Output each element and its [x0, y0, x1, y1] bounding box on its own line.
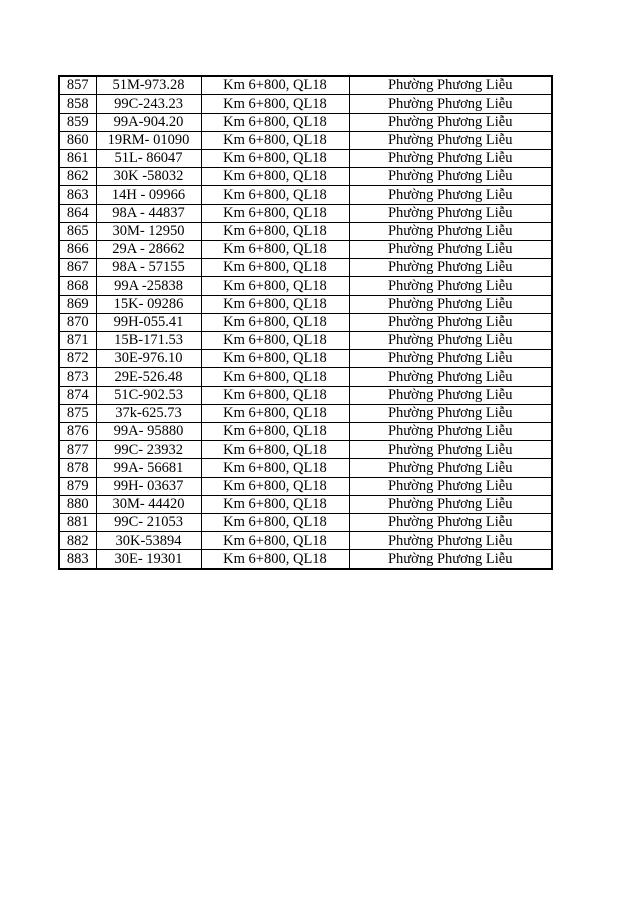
- cell-location: Km 6+800, QL18: [201, 441, 349, 459]
- cell-location: Km 6+800, QL18: [201, 477, 349, 495]
- table-row: [59, 459, 552, 477]
- cell-plate: 99A- 56681: [96, 459, 201, 477]
- table-row: [59, 386, 552, 404]
- cell-no: 864: [59, 204, 96, 222]
- cell-no: 865: [59, 222, 96, 240]
- cell-no: 857: [59, 76, 96, 95]
- cell-location: Km 6+800, QL18: [201, 240, 349, 258]
- cell-ward: Phường Phương Liễu: [349, 313, 552, 331]
- cell-no: 860: [59, 131, 96, 149]
- cell-plate: 98A - 57155: [96, 259, 201, 277]
- table-row: [59, 76, 552, 95]
- cell-plate: 51C-902.53: [96, 386, 201, 404]
- cell-plate: 14H - 09966: [96, 186, 201, 204]
- cell-no: 868: [59, 277, 96, 295]
- table-body: [59, 76, 552, 569]
- vehicle-list-table: [58, 75, 553, 570]
- cell-no: 879: [59, 477, 96, 495]
- cell-no: 859: [59, 113, 96, 131]
- cell-plate: 99C- 23932: [96, 441, 201, 459]
- cell-ward: Phường Phương Liễu: [349, 186, 552, 204]
- cell-location: Km 6+800, QL18: [201, 495, 349, 513]
- cell-location: Km 6+800, QL18: [201, 76, 349, 95]
- cell-no: 882: [59, 532, 96, 550]
- table-row: [59, 240, 552, 258]
- cell-ward: Phường Phương Liễu: [349, 350, 552, 368]
- cell-location: Km 6+800, QL18: [201, 95, 349, 113]
- cell-no: 872: [59, 350, 96, 368]
- cell-plate: 15B-171.53: [96, 331, 201, 349]
- cell-no: 869: [59, 295, 96, 313]
- cell-plate: 51M-973.28: [96, 76, 201, 95]
- table-row: [59, 477, 552, 495]
- cell-location: Km 6+800, QL18: [201, 295, 349, 313]
- cell-plate: 37k-625.73: [96, 404, 201, 422]
- cell-location: Km 6+800, QL18: [201, 277, 349, 295]
- cell-ward: Phường Phương Liễu: [349, 204, 552, 222]
- cell-location: Km 6+800, QL18: [201, 368, 349, 386]
- cell-location: Km 6+800, QL18: [201, 168, 349, 186]
- table-row: [59, 259, 552, 277]
- cell-no: 877: [59, 441, 96, 459]
- cell-no: 871: [59, 331, 96, 349]
- table-row: [59, 550, 552, 569]
- cell-location: Km 6+800, QL18: [201, 149, 349, 167]
- table-row: [59, 368, 552, 386]
- cell-no: 862: [59, 168, 96, 186]
- cell-location: Km 6+800, QL18: [201, 113, 349, 131]
- cell-no: 876: [59, 422, 96, 440]
- cell-plate: 29E-526.48: [96, 368, 201, 386]
- cell-ward: Phường Phương Liễu: [349, 131, 552, 149]
- cell-ward: Phường Phương Liễu: [349, 386, 552, 404]
- cell-no: 873: [59, 368, 96, 386]
- cell-ward: Phường Phương Liễu: [349, 168, 552, 186]
- cell-plate: 29A - 28662: [96, 240, 201, 258]
- cell-no: 874: [59, 386, 96, 404]
- cell-location: Km 6+800, QL18: [201, 186, 349, 204]
- table-row: [59, 495, 552, 513]
- cell-ward: Phường Phương Liễu: [349, 149, 552, 167]
- cell-plate: 99A- 95880: [96, 422, 201, 440]
- cell-plate: 30E- 19301: [96, 550, 201, 569]
- cell-ward: Phường Phương Liễu: [349, 441, 552, 459]
- cell-no: 870: [59, 313, 96, 331]
- table-row: [59, 131, 552, 149]
- cell-location: Km 6+800, QL18: [201, 459, 349, 477]
- cell-ward: Phường Phương Liễu: [349, 532, 552, 550]
- cell-location: Km 6+800, QL18: [201, 313, 349, 331]
- table-row: [59, 441, 552, 459]
- table-row: [59, 222, 552, 240]
- cell-no: 866: [59, 240, 96, 258]
- cell-plate: 99C- 21053: [96, 513, 201, 531]
- cell-plate: 51L- 86047: [96, 149, 201, 167]
- cell-ward: Phường Phương Liễu: [349, 495, 552, 513]
- cell-location: Km 6+800, QL18: [201, 513, 349, 531]
- cell-ward: Phường Phương Liễu: [349, 331, 552, 349]
- cell-no: 863: [59, 186, 96, 204]
- cell-location: Km 6+800, QL18: [201, 386, 349, 404]
- table-row: [59, 95, 552, 113]
- cell-ward: Phường Phương Liễu: [349, 368, 552, 386]
- cell-plate: 30E-976.10: [96, 350, 201, 368]
- cell-plate: 19RM- 01090: [96, 131, 201, 149]
- cell-location: Km 6+800, QL18: [201, 331, 349, 349]
- cell-no: 858: [59, 95, 96, 113]
- table-row: [59, 532, 552, 550]
- table-row: [59, 113, 552, 131]
- table-row: [59, 331, 552, 349]
- cell-location: Km 6+800, QL18: [201, 550, 349, 569]
- cell-plate: 30K -58032: [96, 168, 201, 186]
- cell-no: 875: [59, 404, 96, 422]
- table-row: [59, 204, 552, 222]
- cell-no: 861: [59, 149, 96, 167]
- cell-ward: Phường Phương Liễu: [349, 459, 552, 477]
- table-row: [59, 295, 552, 313]
- cell-plate: 99H- 03637: [96, 477, 201, 495]
- table-row: [59, 313, 552, 331]
- cell-no: 867: [59, 259, 96, 277]
- cell-ward: Phường Phương Liễu: [349, 477, 552, 495]
- cell-location: Km 6+800, QL18: [201, 350, 349, 368]
- cell-plate: 99A -25838: [96, 277, 201, 295]
- cell-ward: Phường Phương Liễu: [349, 95, 552, 113]
- cell-ward: Phường Phương Liễu: [349, 277, 552, 295]
- cell-ward: Phường Phương Liễu: [349, 422, 552, 440]
- cell-plate: 99H-055.41: [96, 313, 201, 331]
- cell-ward: Phường Phương Liễu: [349, 295, 552, 313]
- cell-ward: Phường Phương Liễu: [349, 404, 552, 422]
- cell-location: Km 6+800, QL18: [201, 532, 349, 550]
- table-row: [59, 277, 552, 295]
- cell-ward: Phường Phương Liễu: [349, 113, 552, 131]
- cell-no: 878: [59, 459, 96, 477]
- cell-plate: 99C-243.23: [96, 95, 201, 113]
- cell-plate: 98A - 44837: [96, 204, 201, 222]
- cell-ward: Phường Phương Liễu: [349, 240, 552, 258]
- cell-plate: 99A-904.20: [96, 113, 201, 131]
- table-row: [59, 168, 552, 186]
- cell-location: Km 6+800, QL18: [201, 204, 349, 222]
- cell-ward: Phường Phương Liễu: [349, 76, 552, 95]
- table-row: [59, 149, 552, 167]
- table-row: [59, 404, 552, 422]
- table-row: [59, 350, 552, 368]
- cell-location: Km 6+800, QL18: [201, 259, 349, 277]
- cell-location: Km 6+800, QL18: [201, 222, 349, 240]
- cell-no: 883: [59, 550, 96, 569]
- cell-location: Km 6+800, QL18: [201, 131, 349, 149]
- cell-ward: Phường Phương Liễu: [349, 222, 552, 240]
- table-row: [59, 422, 552, 440]
- cell-location: Km 6+800, QL18: [201, 404, 349, 422]
- cell-plate: 30K-53894: [96, 532, 201, 550]
- cell-plate: 30M- 44420: [96, 495, 201, 513]
- table-row: [59, 186, 552, 204]
- cell-ward: Phường Phương Liễu: [349, 259, 552, 277]
- table-row: [59, 513, 552, 531]
- cell-location: Km 6+800, QL18: [201, 422, 349, 440]
- cell-no: 881: [59, 513, 96, 531]
- cell-plate: 15K- 09286: [96, 295, 201, 313]
- cell-ward: Phường Phương Liễu: [349, 513, 552, 531]
- cell-no: 880: [59, 495, 96, 513]
- cell-ward: Phường Phương Liễu: [349, 550, 552, 569]
- cell-plate: 30M- 12950: [96, 222, 201, 240]
